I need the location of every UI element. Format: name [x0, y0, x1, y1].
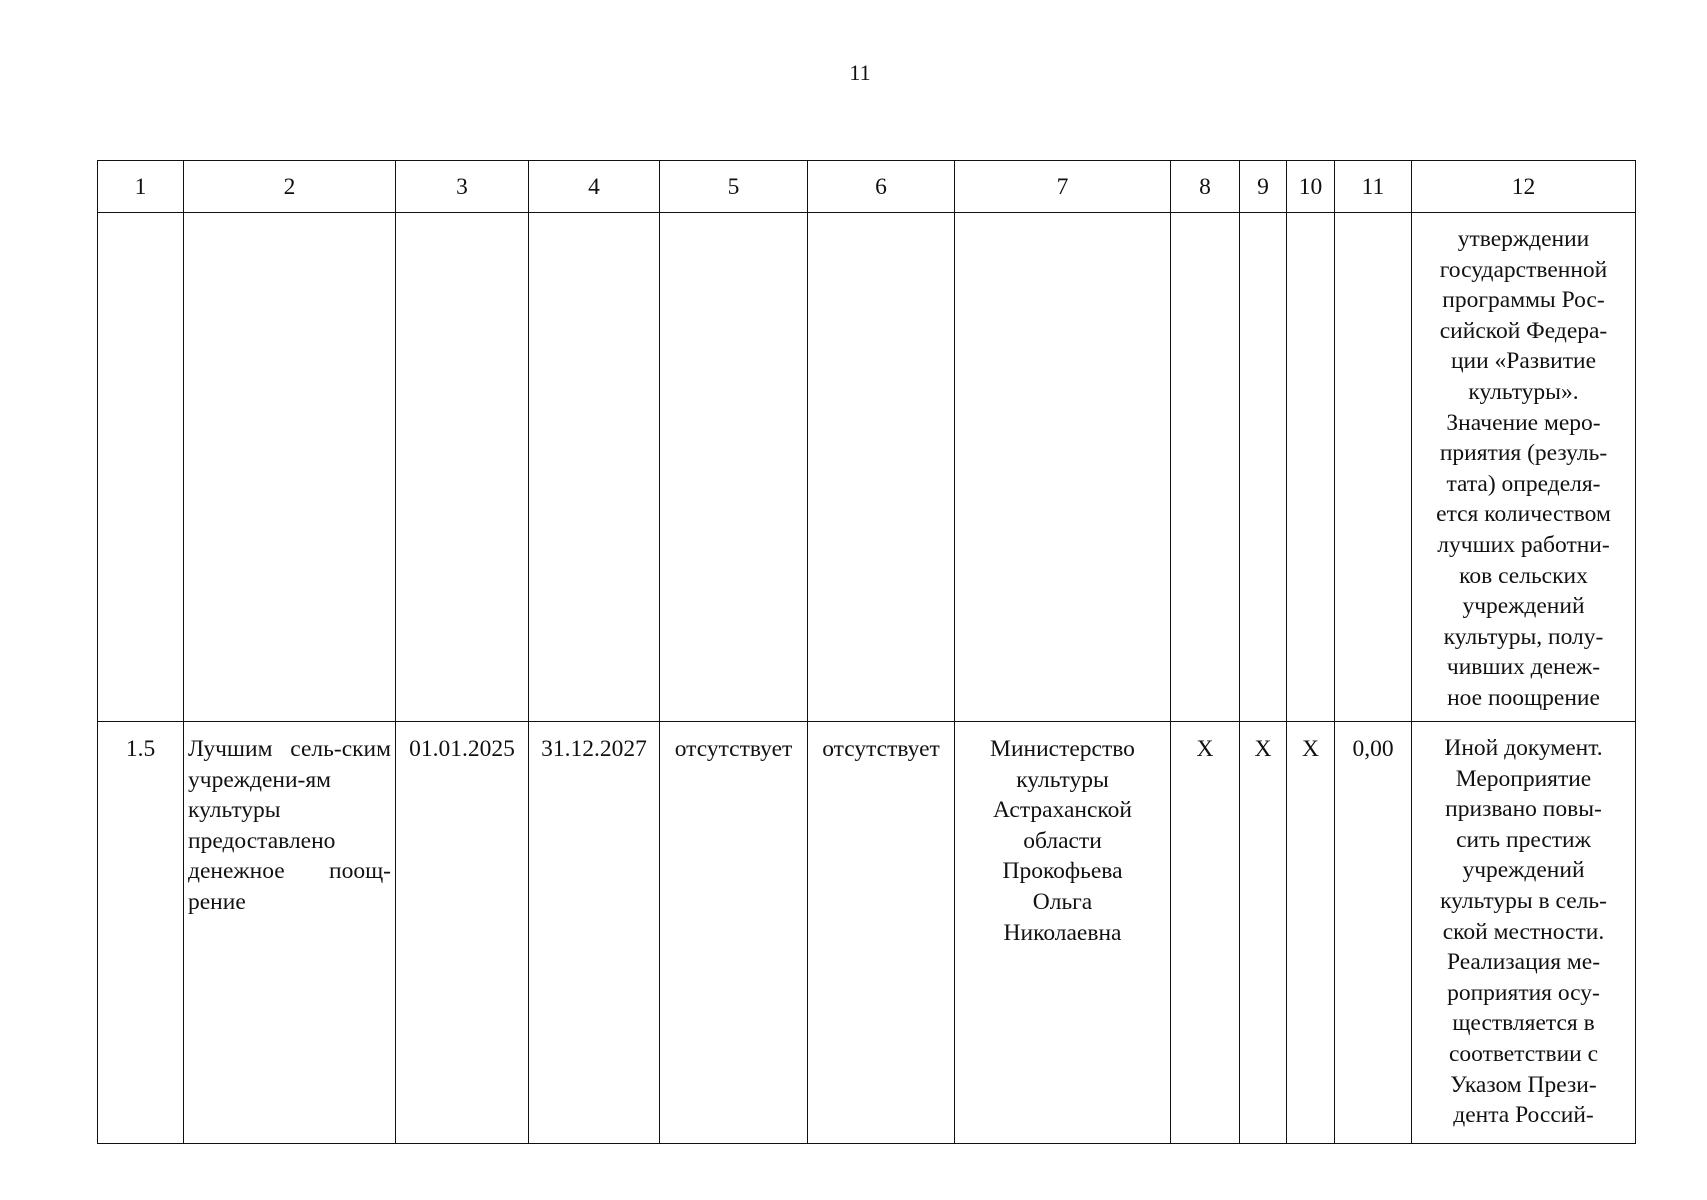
- header-cell: 10: [1287, 161, 1335, 213]
- text-line: дента Россий-: [1453, 1102, 1594, 1129]
- row-number-cell: [98, 722, 184, 1144]
- row-number: 1.5: [125, 736, 156, 762]
- start-date-cell: [396, 722, 529, 1144]
- text-line: Указом Прези-: [1450, 1071, 1597, 1098]
- text-line: учреждений: [1462, 857, 1585, 884]
- text-line: соответствии с: [1448, 1040, 1599, 1067]
- table-cell: [955, 213, 1171, 722]
- header-cell: 12: [1412, 161, 1636, 213]
- page-number: 11: [849, 60, 871, 85]
- text-line: ской местности.: [1442, 918, 1605, 945]
- header-cell: 6: [808, 161, 955, 213]
- text-line: культуры: [1016, 766, 1109, 793]
- text-line: тата) определя-: [1446, 470, 1601, 497]
- table-cell: [1240, 213, 1287, 722]
- text-line: приятия (резуль-: [1439, 440, 1608, 467]
- text-line: ществляется в: [1452, 1010, 1595, 1037]
- text-line: государственной: [1439, 256, 1608, 283]
- text-line: Иной документ.: [1444, 735, 1603, 761]
- text-line: культуры в сель-: [1440, 887, 1607, 914]
- responsible-executor: [955, 722, 1170, 948]
- table-cell: [808, 213, 955, 722]
- header-cell: 7: [955, 161, 1171, 213]
- text-line: сийской Федера-: [1439, 317, 1608, 344]
- text-line: Мероприятие: [1455, 765, 1592, 792]
- col5-value: отсутствует: [674, 736, 793, 762]
- text-line: утверждении: [1457, 226, 1590, 252]
- col10-cell: [1287, 722, 1335, 1144]
- responsible-cell: [955, 722, 1171, 1144]
- col6-cell: [808, 722, 955, 1144]
- rationale-text: [1412, 722, 1635, 1131]
- text-line: ции «Развитие: [1450, 348, 1597, 375]
- text-line: ков сельских: [1459, 562, 1588, 589]
- col9-value: X: [1254, 736, 1272, 762]
- text-line: программы Рос-: [1442, 287, 1605, 314]
- text-line: области: [1023, 827, 1102, 854]
- text-line: ется количеством: [1436, 501, 1611, 528]
- text-line: сить престиж: [1456, 826, 1591, 853]
- table-cell: [98, 213, 184, 722]
- col9-cell: [1240, 722, 1287, 1144]
- program-activities-table: [97, 160, 1636, 1144]
- rationale-cell: [1412, 722, 1636, 1144]
- text-line: чивших денеж-: [1446, 654, 1601, 681]
- text-line: Ольга: [1032, 888, 1093, 915]
- table-cell: [1171, 213, 1240, 722]
- table-cell: [529, 213, 660, 722]
- activity-name: Лучшим сель-ским учреждени-ям культуры предоставлено денежное поощ-рение: [188, 736, 391, 915]
- activity-name-cell: [184, 722, 396, 1144]
- table-cell: [184, 213, 396, 722]
- text-line: роприятия осу-: [1447, 979, 1600, 1006]
- text-line: призвано повы-: [1445, 796, 1602, 823]
- rationale-text: [1412, 213, 1635, 714]
- text-line: Николаевна: [1003, 919, 1122, 946]
- col8-cell: [1171, 722, 1240, 1144]
- table-cell: [396, 213, 529, 722]
- end-date: 31.12.2027: [541, 736, 647, 762]
- table-row: [98, 722, 1636, 1144]
- text-line: культуры».: [1468, 378, 1579, 405]
- header-cell: 3: [396, 161, 529, 213]
- table-cell: [660, 213, 808, 722]
- table-cell: [1335, 213, 1412, 722]
- table-row: [98, 213, 1636, 722]
- rationale-cell: [1412, 213, 1636, 722]
- text-line: Министерство: [990, 736, 1135, 762]
- header-cell: 9: [1240, 161, 1287, 213]
- table-header-row: [98, 161, 1636, 213]
- text-line: Прокофьева: [1002, 858, 1123, 885]
- header-cell: 4: [529, 161, 660, 213]
- header-cell: 2: [184, 161, 396, 213]
- start-date: 01.01.2025: [409, 736, 515, 762]
- text-line: Значение меро-: [1446, 409, 1601, 436]
- text-line: Реализация ме-: [1446, 949, 1601, 976]
- header-cell: 1: [98, 161, 184, 213]
- col10-value: X: [1302, 736, 1319, 762]
- text-line: культуры, полу-: [1443, 623, 1604, 650]
- col8-value: X: [1196, 736, 1214, 762]
- col5-cell: [660, 722, 808, 1144]
- text-line: ное поощрение: [1447, 684, 1600, 711]
- header-cell: 5: [660, 161, 808, 213]
- text-line: учреждений: [1462, 593, 1585, 620]
- col6-value: отсутствует: [822, 736, 940, 762]
- header-cell: 8: [1171, 161, 1240, 213]
- text-line: лучших работни-: [1437, 531, 1610, 558]
- col11-cell: [1335, 722, 1412, 1144]
- text-line: Астраханской: [993, 797, 1132, 824]
- end-date-cell: [529, 722, 660, 1144]
- table-cell: [1287, 213, 1335, 722]
- header-cell: 11: [1335, 161, 1412, 213]
- col11-value: 0,00: [1352, 736, 1394, 762]
